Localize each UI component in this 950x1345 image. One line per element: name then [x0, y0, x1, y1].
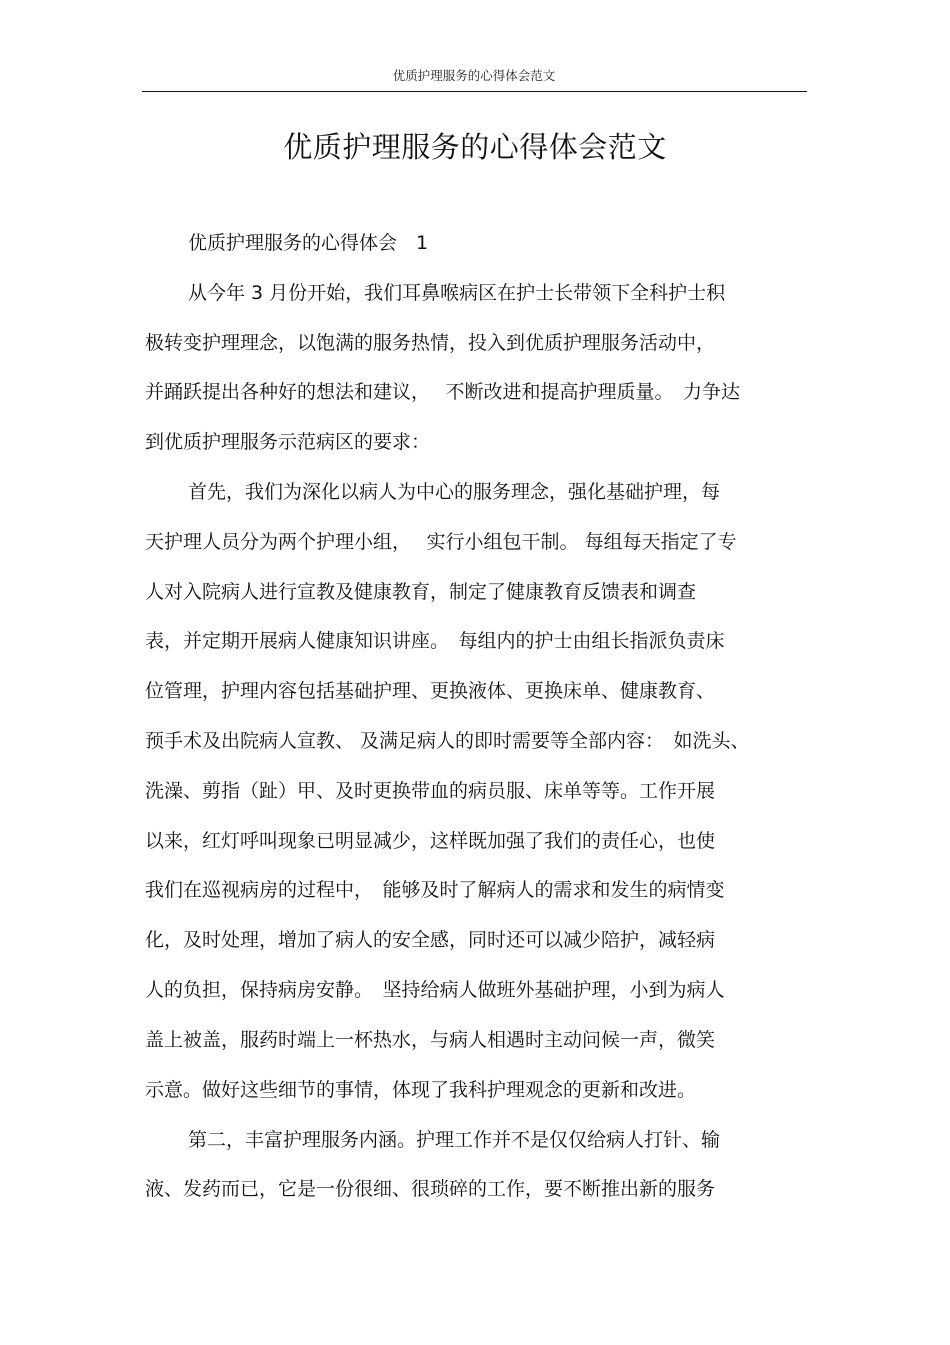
- paragraph-line: 以来，红灯呼叫现象已明显减少，这样既加强了我们的责任心，也使: [145, 830, 716, 852]
- document-title: 优质护理服务的心得体会范文: [283, 130, 667, 164]
- paragraph-line: 人对入院病人进行宣教及健康教育，制定了健康教育反馈表和调查: [145, 581, 697, 603]
- paragraph-line: 我们在巡视病房的过程中， 能够及时了解病人的需求和发生的病情变: [145, 879, 725, 901]
- paragraph-line: 极转变护理理念，以饱满的服务热情，投入到优质护理服务活动中，: [145, 332, 716, 354]
- paragraph-line: 液、发药而已，它是一份很细、很琐碎的工作，要不断推出新的服务: [145, 1178, 716, 1200]
- paragraph-line: 首先，我们为深化以病人为中心的服务理念，强化基础护理，每: [188, 481, 721, 503]
- paragraph-line: 第二，丰富护理服务内涵。护理工作并不是仅仅给病人打针、输: [188, 1129, 721, 1151]
- paragraph-line: 到优质护理服务示范病区的要求：: [145, 431, 431, 453]
- paragraph-line: 天护理人员分为两个护理小组， 实行小组包干制。 每组每天指定了专: [145, 531, 737, 553]
- header-rule: [142, 91, 807, 92]
- paragraph-line: 洗澡、剪指（趾）甲、及时更换带血的病员服、床单等等。工作开展: [145, 780, 716, 802]
- paragraph-line: 位管理，护理内容包括基础护理、更换液体、更换床单、健康教育、: [145, 680, 716, 702]
- running-header: 优质护理服务的心得体会范文: [392, 68, 556, 83]
- paragraph-line: 从今年 3 月份开始，我们耳鼻喉病区在护士长带领下全科护士积: [188, 282, 726, 304]
- paragraph-line: 盖上被盖，服药时端上一杯热水，与病人相遇时主动问候一声，微笑: [145, 1029, 716, 1051]
- paragraph-line: 人的负担，保持病房安静。 坚持给病人做班外基础护理，小到为病人: [145, 979, 725, 1001]
- paragraph-line: 表，并定期开展病人健康知识讲座。 每组内的护士由组长指派负责床: [145, 630, 725, 652]
- paragraph-line: 化，及时处理，增加了病人的安全感，同时还可以减少陪护，减轻病: [145, 929, 716, 951]
- paragraph-line: 预手术及出院病人宣教、 及满足病人的即时需要等全部内容： 如洗头、: [145, 730, 750, 752]
- paragraph-line: 并踊跃提出各种好的想法和建议， 不断改进和提高护理质量。 力争达: [145, 381, 741, 403]
- paragraph-line: 示意。做好这些细节的事情，体现了我科护理观念的更新和改进。: [145, 1079, 697, 1101]
- section-heading: 优质护理服务的心得体会 1: [188, 232, 429, 254]
